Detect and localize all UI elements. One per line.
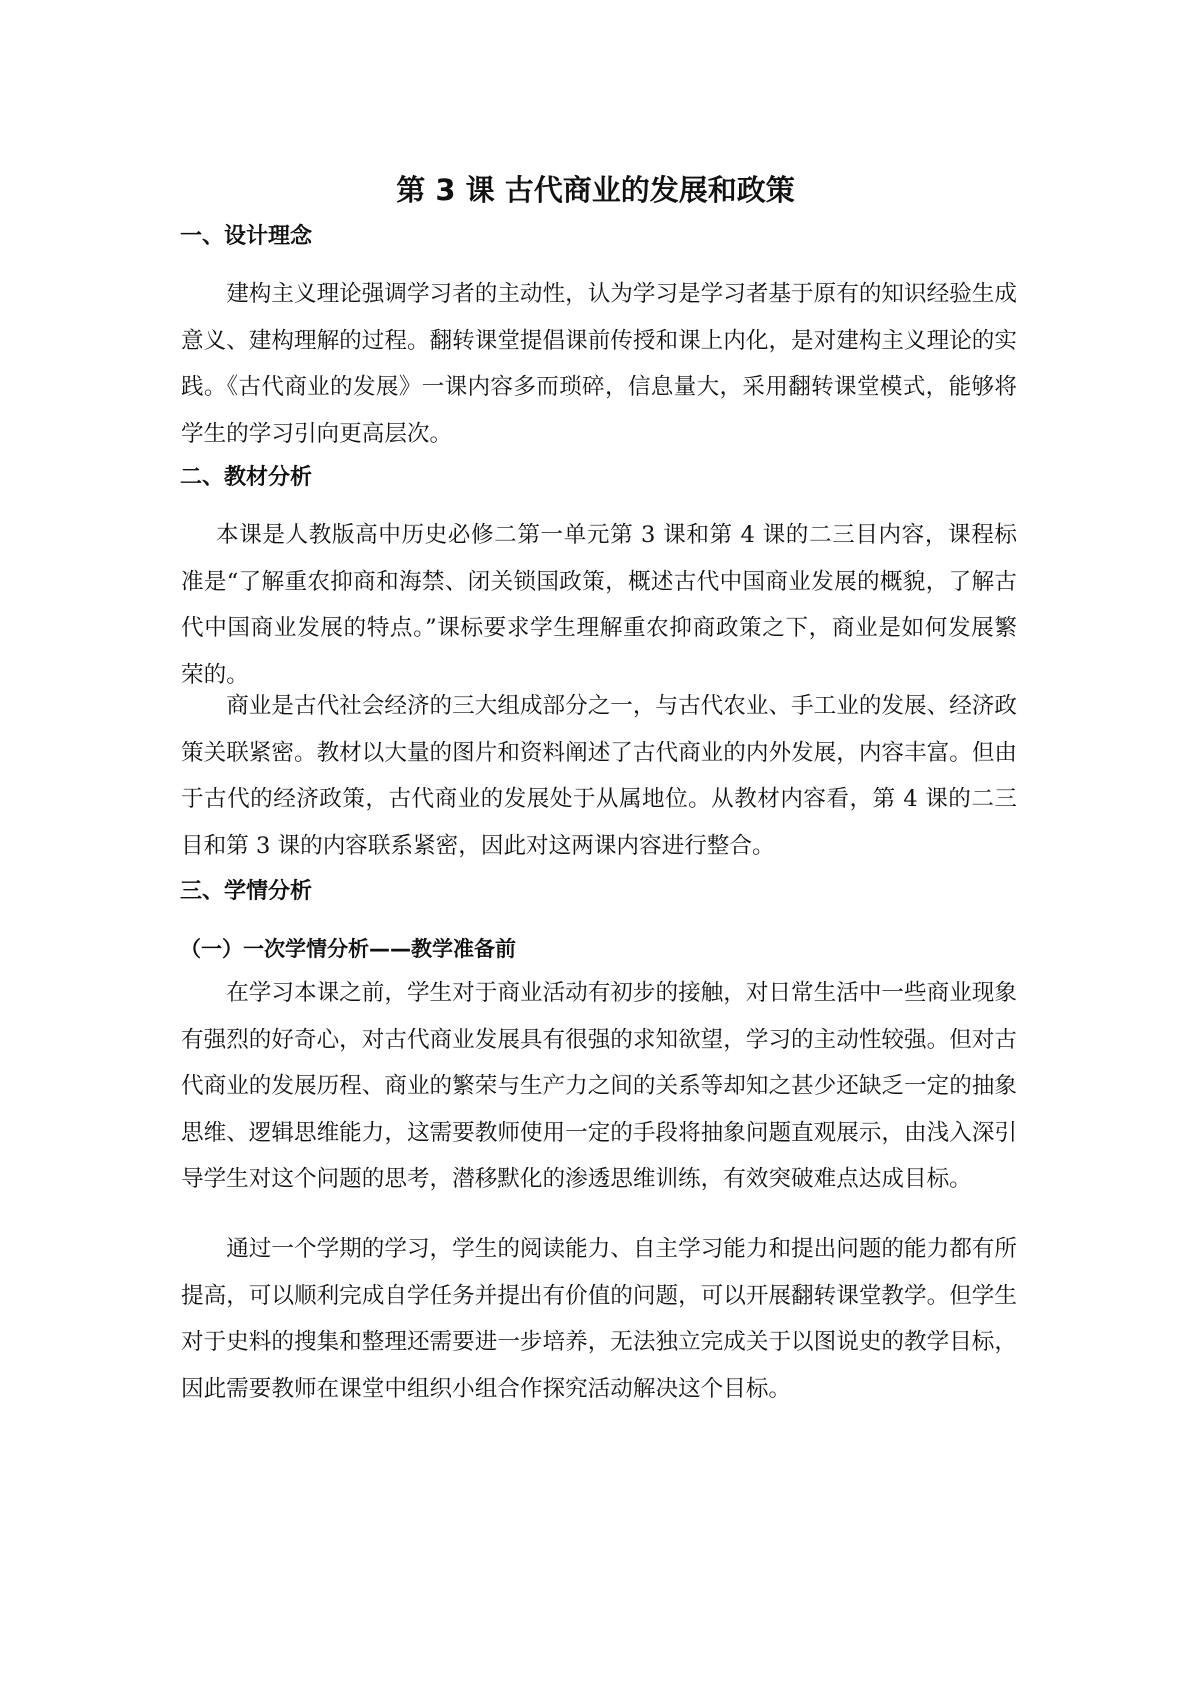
section-heading-design-concept: 一、设计理念 [180,224,313,249]
paragraph-learner-analysis-2: 通过一个学期的学习，学生的阅读能力、自主学习能力和提出问题的能力都有所提高，可以顺利完成自学任务并提出有价值的问题，可以开展翻转课堂教学。但学生对于史料的搜集和整理还需要进一步培养，无法独立完成关于以图说史的教学目标，因此需要教师在课堂中组织小组合作探究活动解决这个目标。 [181,1236,1017,1402]
paragraph-textbook-analysis-1: 本课是人教版高中历史必修二第一单元第 3 课和第 4 课的二三目内容，课程标准是“了解重农抑商和海禁、闭关锁国政策，概述古代中国商业发展的概貌，了解古代中国商业发展的特点。”课标要求学生理解重农抑商政策之下，商业是如何发展繁荣的。 [181,522,1017,688]
paragraph-textbook-analysis-2: 商业是古代社会经济的三大组成部分之一，与古代农业、手工业的发展、经济政策关联紧密。教材以大量的图片和资料阐述了古代商业的内外发展，内容丰富。但由于古代的经济政策，古代商业的发展处于从属地位。从教材内容看，第 4 课的二三目和第 3 课的内容联系紧密，因此对这两课内容进行整合。 [181,693,1017,859]
page-title: 第 3 课 古代商业的发展和政策 [396,173,795,207]
paragraph-design-concept: 建构主义理论强调学习者的主动性，认为学习是学习者基于原有的知识经验生成意义、建构理解的过程。翻转课堂提倡课前传授和课上内化，是对建构主义理论的实践。《古代商业的发展》一课内容多而琐碎，信息量大，采用翻转课堂模式，能够将学生的学习引向更高层次。 [181,281,1017,447]
section-heading-learner-analysis: 三、学情分析 [180,879,313,904]
subheading-first-analysis: （一）一次学情分析——教学准备前 [180,937,516,961]
paragraph-learner-analysis-1: 在学习本课之前，学生对于商业活动有初步的接触，对日常生活中一些商业现象有强烈的好奇心，对古代商业发展具有很强的求知欲望，学习的主动性较强。但对古代商业的发展历程、商业的繁荣与生产力之间的关系等却知之甚少还缺乏一定的抽象思维、逻辑思维能力，这需要教师使用一定的手段将抽象问题直观展示，由浅入深引导学生对这个问题的思考，潜移默化的渗透思维训练，有效突破难点达成目标。 [181,980,1017,1192]
section-heading-textbook-analysis: 二、教材分析 [180,465,313,490]
